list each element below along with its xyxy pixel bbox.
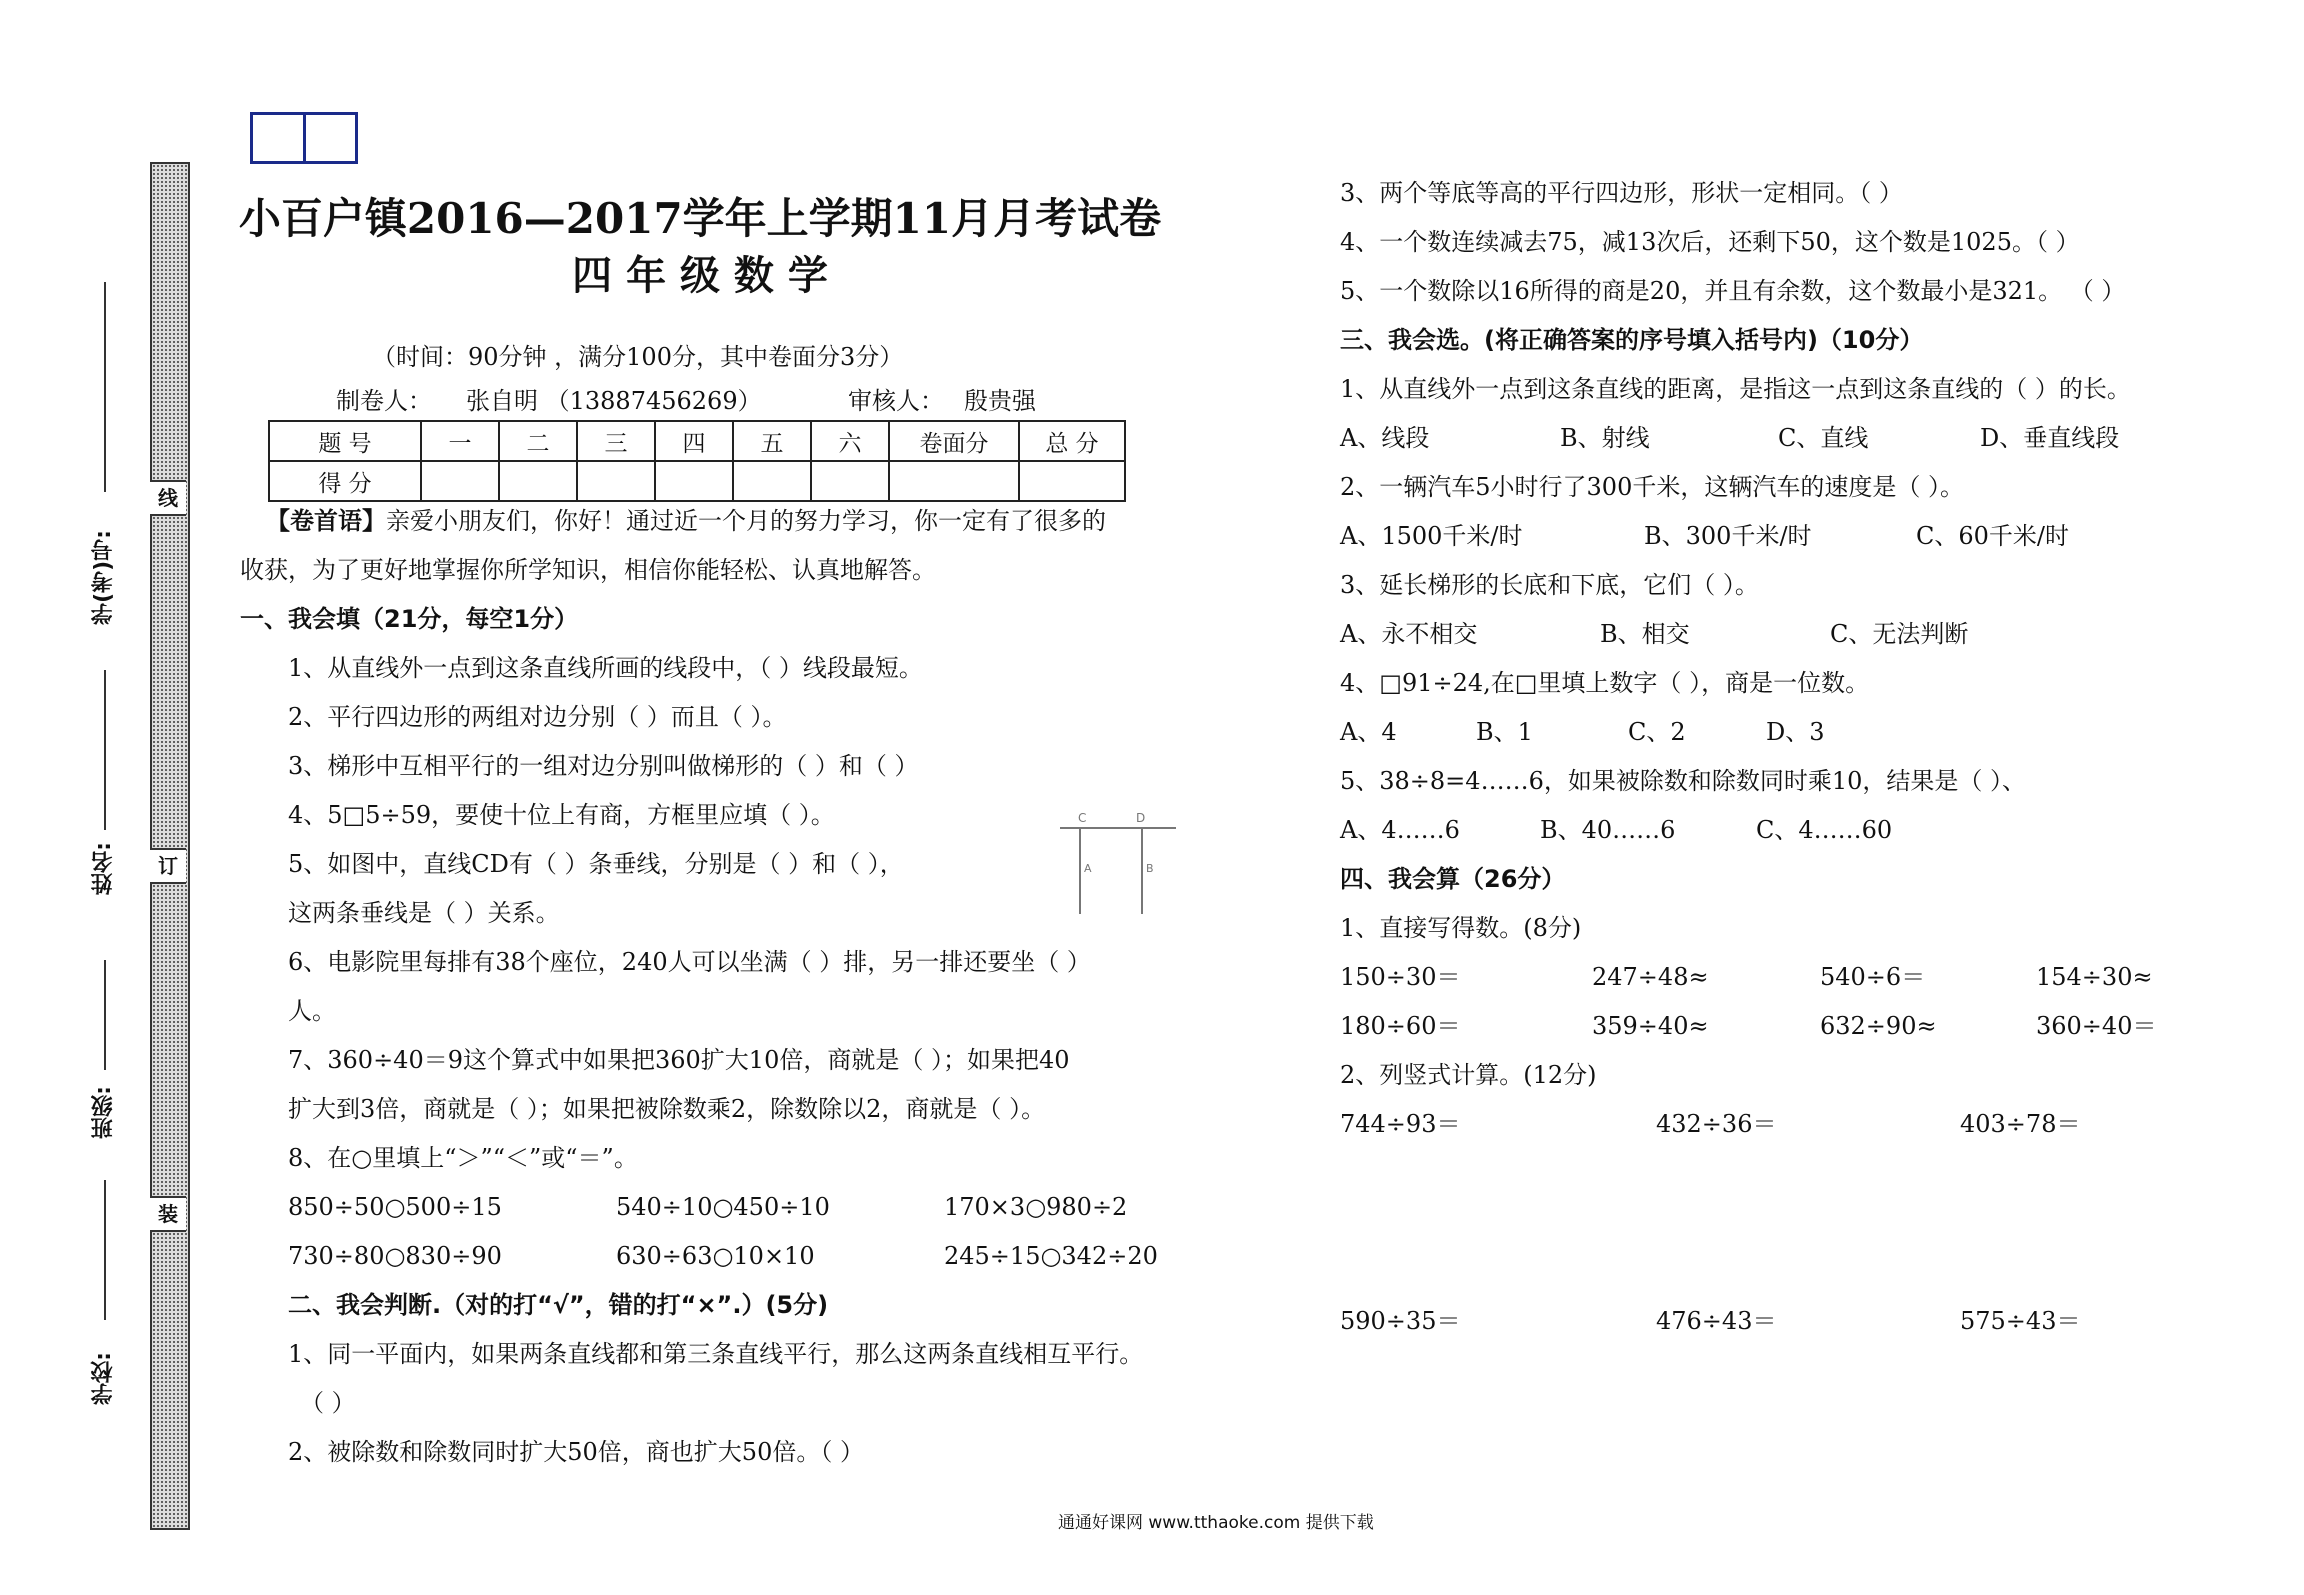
direct-calc-item: 540÷6＝ [1820,963,1926,991]
preface-line-2: 收获，为了更好地掌握你所学知识，相信你能轻松、认真地解答。 [240,556,936,584]
direct-calc-item: 360÷40＝ [2036,1012,2157,1040]
s3-q4-option: A、4 [1340,718,1397,746]
s1-q7b: 扩大到3倍，商就是（ ）；如果把被除数乘2，除数除以2，商就是（ ）。 [288,1095,1046,1123]
s3-q1-option: C、直线 [1778,424,1869,452]
direct-calc-item: 150÷30＝ [1340,963,1461,991]
s3-q5-option: B、40……6 [1540,816,1676,844]
preface-tag: 【卷首语】 [266,507,386,535]
vertical-calc-item: 476÷43＝ [1656,1307,1777,1335]
s3-q5-option: C、4……60 [1756,816,1893,844]
score-header-cell: 三 [577,421,655,461]
s3-q1-option: B、射线 [1560,424,1650,452]
exam-subtitle: 四 年 级 数 学 [572,252,828,299]
compare-item: 245÷15○342÷20 [944,1242,1158,1270]
label-b: B [1146,862,1154,875]
score-input-cell[interactable] [655,461,733,501]
direct-calc-item: 632÷90≈ [1820,1012,1937,1040]
compare-item: 630÷63○10×10 [616,1242,815,1270]
vertical-calc-item: 575÷43＝ [1960,1307,2081,1335]
s2-q4: 4、一个数连续减去75，减13次后，还剩下50，这个数是1025。（ ） [1340,228,2080,256]
s1-q7a: 7、360÷40＝9这个算式中如果把360扩大10倍，商就是（ ）；如果把40 [288,1046,1070,1074]
s2-q1b: （ ） [300,1389,356,1417]
s3-q3-option: C、无法判断 [1830,620,1969,648]
compare-item: 540÷10○450÷10 [616,1193,830,1221]
label-a: A [1084,862,1092,875]
s3-q3-option: A、永不相交 [1340,620,1478,648]
score-header-cell: 五 [733,421,811,461]
s2-q1a: 1、同一平面内，如果两条直线都和第三条直线平行，那么这两条直线相互平行。 [288,1340,1144,1368]
compare-item: 170×3○980÷2 [944,1193,1128,1221]
direct-calc-item: 359÷40≈ [1592,1012,1709,1040]
reviewer-label: 审核人： [848,387,944,415]
time-info: （时间：90分钟 ，满分100分，其中卷面分3分） [372,343,904,371]
s3-q2: 2、一辆汽车5小时行了300千米，这辆汽车的速度是（ ）。 [1340,473,1964,501]
score-header-cell: 总 分 [1019,421,1125,461]
score-header-cell: 卷面分 [889,421,1019,461]
preface-line-1 [266,506,1106,536]
vertical-calc-item: 744÷93＝ [1340,1110,1461,1138]
score-input-cell[interactable] [889,461,1019,501]
vertical-calc-item: 590÷35＝ [1340,1307,1461,1335]
score-header-cell: 题 号 [269,421,421,461]
score-header-cell: 二 [499,421,577,461]
s4-sub1: 1、直接写得数。(8分) [1340,914,1582,942]
school-rule [104,1180,106,1320]
class-label: 班级: [91,1086,116,1139]
class-rule [104,960,106,1070]
s1-q3: 3、梯形中互相平行的一组对边分别叫做梯形的（ ）和（ ） [288,752,919,780]
s3-q2-option: B、300千米/时 [1644,522,1812,550]
section1-heading: 一、我会填（21分，每空1分） [240,605,579,633]
s3-q5-option: A、4……6 [1340,816,1460,844]
s3-q1-option: D、垂直线段 [1980,424,2120,452]
score-header-cell: 四 [655,421,733,461]
perpendicular-lines-figure [1058,808,1178,918]
s3-q1: 1、从直线外一点到这条直线的距离，是指这一点到这条直线的（ ）的长。 [1340,375,2131,403]
exam-title: 小百户镇2016—2017学年上学期11月月考试卷 [238,194,1162,243]
score-row-label: 得 分 [269,461,421,501]
s3-q4-option: D、3 [1766,718,1825,746]
score-header-cell: 一 [421,421,499,461]
score-input-cell[interactable] [499,461,577,501]
s1-q6b: 人。 [288,997,336,1025]
score-input-cell[interactable] [577,461,655,501]
maker-name: 张自明 （13887456269） [466,387,762,415]
score-table [268,420,1126,502]
footer-credit: 通通好课网 www.tthaoke.com 提供下载 [1058,1513,1374,1533]
s2-q2: 2、被除数和除数同时扩大50倍，商也扩大50倍。（ ） [288,1438,864,1466]
binding-mark-zhuang: 装 [150,1196,186,1232]
compare-item: 850÷50○500÷15 [288,1193,502,1221]
s1-q6a: 6、电影院里每排有38个座位，240人可以坐满（ ）排，另一排还要坐（ ） [288,948,1091,976]
s3-q2-option: C、60千米/时 [1916,522,2069,550]
s3-q4: 4、□91÷24,在□里填上数字（ ），商是一位数。 [1340,669,1870,697]
score-input-cell[interactable] [1019,461,1125,501]
corner-score-box [250,112,358,164]
vertical-calc-item: 403÷78＝ [1960,1110,2081,1138]
s2-q5: 5、一个数除以16所得的商是20，并且有余数，这个数最小是321。 （ ） [1340,277,2126,305]
s3-q3: 3、延长梯形的长底和下底，它们（ ）。 [1340,571,1759,599]
s3-q4-option: B、1 [1476,718,1533,746]
label-c: C [1078,811,1087,825]
s1-q2: 2、平行四边形的两组对边分别（ ）而且（ ）。 [288,703,787,731]
s3-q2-option: A、1500千米/时 [1340,522,1523,550]
student-id-rule [104,282,106,492]
direct-calc-item: 154÷30≈ [2036,963,2153,991]
s1-q1: 1、从直线外一点到这条直线所画的线段中，（ ）线段最短。 [288,654,923,682]
label-d: D [1136,811,1146,825]
section4-heading: 四、我会算（26分） [1340,865,1566,893]
name-rule [104,670,106,830]
s1-q5a: 5、如图中，直线CD有（ ）条垂线，分别是（ ）和（ ）， [288,850,904,878]
score-header-cell: 六 [811,421,889,461]
name-label: 姓名: [91,842,116,895]
direct-calc-item: 180÷60＝ [1340,1012,1461,1040]
school-label: 学校: [91,1352,116,1405]
preface-text-1: 亲爱小朋友们，你好！通过近一个月的努力学习，你一定有了很多的 [386,507,1106,535]
section3-heading: 三、我会选。(将正确答案的序号填入括号内)（10分） [1340,326,1924,354]
compare-item: 730÷80○830÷90 [288,1242,502,1270]
s3-q1-option: A、线段 [1340,424,1430,452]
binding-strip [150,162,190,1530]
s1-q5b: 这两条垂线是（ ）关系。 [288,899,560,927]
vertical-calc-item: 432÷36＝ [1656,1110,1777,1138]
s3-q4-option: C、2 [1628,718,1686,746]
binding-mark-ding: 订 [150,848,186,884]
binding-mark-xian: 线 [150,480,186,516]
s3-q5: 5、38÷8=4……6，如果被除数和除数同时乘10，结果是（ ）、 [1340,767,2027,795]
s2-q3: 3、两个等底等高的平行四边形，形状一定相同。（ ） [1340,179,1903,207]
student-id-label: 学(考)号: [91,530,116,625]
score-input-cell[interactable] [733,461,811,501]
score-input-cell[interactable] [811,461,889,501]
s3-q3-option: B、相交 [1600,620,1690,648]
section2-heading: 二、我会判断.（对的打“√”，错的打“×”.）(5分) [288,1291,829,1319]
s1-q8: 8、在○里填上“＞”“＜”或“＝”。 [288,1144,638,1172]
maker-label: 制卷人： [336,387,432,415]
score-input-cell[interactable] [421,461,499,501]
s4-sub2: 2、列竖式计算。(12分) [1340,1061,1597,1089]
reviewer-name: 殷贵强 [964,387,1036,415]
direct-calc-item: 247÷48≈ [1592,963,1709,991]
s1-q4: 4、5□5÷59，要使十位上有商，方框里应填（ ）。 [288,801,835,829]
